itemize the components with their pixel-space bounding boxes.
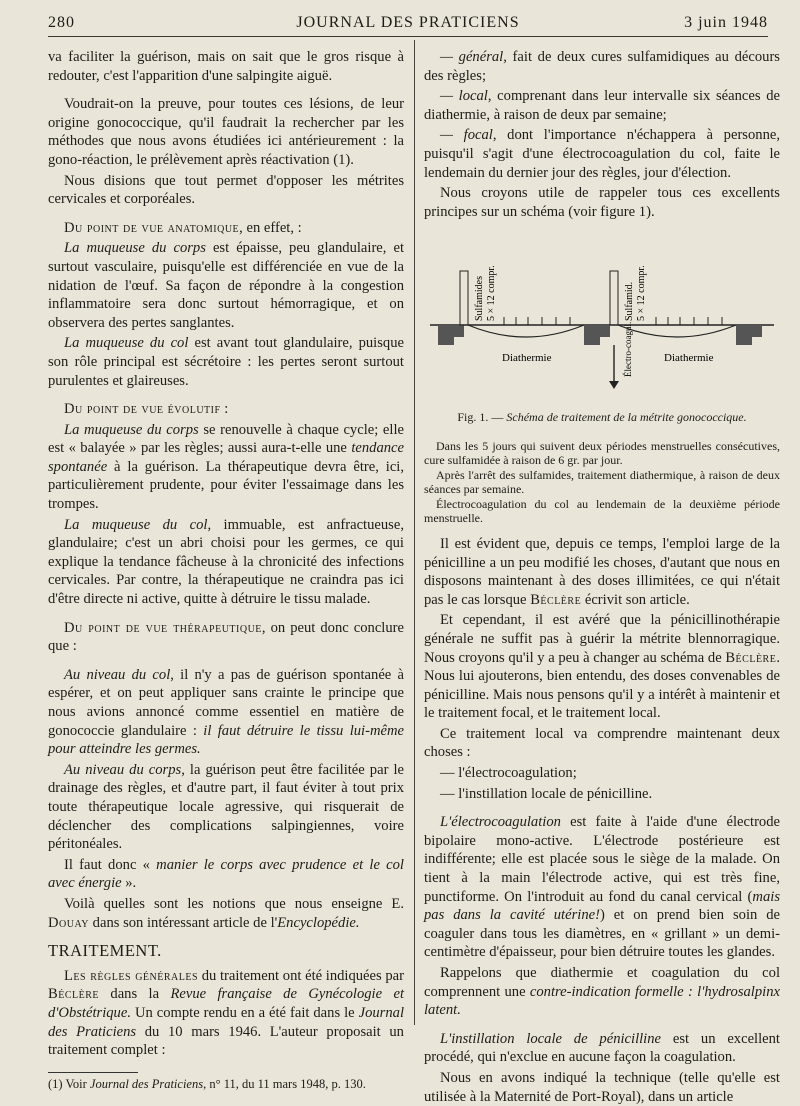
paragraph [424, 48, 780, 85]
text: à la guérison. La thérapeutique devra être, ici, particulièrement prudente, pour éviter l'essaimage dans les trompes. [48, 458, 404, 513]
section-title: TRAITEMENT. [48, 941, 162, 961]
text: Voilà quelles sont les notions que nous enseigne E. [64, 895, 404, 912]
text: , il n'y a pas de guérison spontanée à espérer, et on peut appliquer sans crainte le principe que nous avions annoncé comme essentiel en matière de gonococcie glandulaire : [48, 666, 404, 739]
sulfamide-bar-1 [460, 271, 468, 325]
emphasis: mais pas dans la cavité utérine! [424, 888, 780, 924]
section-lead: Les règles générales [64, 967, 199, 984]
emphasis: Journal des Praticiens [89, 1076, 204, 1091]
figure-caption [424, 408, 780, 427]
emphasis: Au niveau du col [64, 666, 171, 683]
paragraph [48, 761, 404, 854]
paragraph [48, 239, 404, 332]
paragraph [48, 400, 404, 419]
emphasis: La muqueuse du corps [64, 421, 199, 438]
paragraph [424, 535, 780, 609]
emphasis: — focal [440, 127, 493, 144]
text: , n° 11, du 11 mars 1948, p. 130. [203, 1076, 366, 1091]
emphasis: tendance spontanée [48, 440, 404, 475]
period-block-1 [438, 325, 464, 345]
emphasis: Journal des Praticiens [48, 1004, 404, 1040]
text: , en effet, : [239, 219, 302, 236]
text: dans la [99, 986, 171, 1003]
diathermy-label-2: Diathermie [664, 352, 714, 365]
emphasis: L'instillation locale de pénicilline [440, 1030, 662, 1047]
legend-item: Dans les 5 jours qui suivent deux périodes menstruelles consécutives, cure sulfamidée à raison de 6 gr. par jour. [424, 438, 780, 467]
text: ) et on prend bien soin de coaguler dans tous les diamètres, en « grillant » un demi-centimètre d'épaisseur, pour bien détruire toutes les glandes. [424, 907, 780, 961]
diathermy-arc-1 [468, 325, 584, 337]
text: se renouvelle à chaque cycle; elle est « balayée » par les règles; aussi aura-t-elle une [48, 421, 404, 457]
legend-item: Électrocoagulation du col au lendemain de la deuxième période menstruelle. [424, 496, 780, 525]
paragraph: Nous disions que tout permet d'opposer les métrites cervicales et corporéales. [48, 172, 404, 208]
electrocoagulation-arrow [609, 381, 619, 389]
paragraph [424, 87, 780, 124]
paragraph [424, 964, 780, 1020]
sulfamide-dose-2: 5 × 12 compr. [636, 265, 647, 322]
footnote-rule [48, 1072, 138, 1073]
paragraph [48, 219, 404, 238]
text: . Nous lui ajouterons, bien entendu, des doses convenables de pénicilline. Mais nous pensons qu'il y a intérêt à maintenir et le traitement focal, et le traitement local. [424, 649, 780, 722]
treatment-schema-diagram [424, 237, 780, 402]
paragraph [48, 619, 404, 656]
text: Un compte rendu en a été fait dans le [130, 1004, 359, 1021]
emphasis: — local [440, 88, 488, 105]
right-column [424, 48, 780, 1105]
text: , fait de deux cures sulfamidiques au décours des règles; [424, 49, 780, 84]
section-lead: Du point de vue anatomique [64, 219, 240, 236]
diathermy-arc-2 [618, 325, 736, 337]
text: du 10 mars 1946. L'auteur proposait un traitement complet : [48, 1023, 404, 1059]
page-number: 280 [48, 14, 75, 31]
emphasis: La muqueuse du corps [64, 240, 206, 257]
author-name: Douay [48, 914, 90, 931]
text: , comprenant dans leur intervalle six séances de diathermie, à raison de deux par semaine; [424, 88, 780, 123]
author-name: Béclère [48, 986, 100, 1003]
text: est avant tout glandulaire, puisque son rôle principal est sécrétoire : les pertes seront surtout purulentes et glaireuses. [48, 335, 404, 389]
figure-1 [424, 237, 780, 402]
paragraph: Voudrait-on la preuve, pour toutes ces lésions, de leur origine gonococcique, qu'il faudrait la rechercher par les méthodes que nous avons étudiées ici antérieurement : la gono-réaction, le prélèvement après réactivation (1). [48, 96, 404, 168]
paragraph [424, 1030, 780, 1067]
paragraph [424, 126, 780, 182]
paragraph: Nous croyons utile de rappeler tous ces excellents principes sur un schéma (voir figure 1). [424, 185, 780, 220]
paragraph [48, 666, 404, 759]
section-lead: Du point de vue évolutif [64, 401, 221, 418]
sulfamide-bar-2 [610, 271, 618, 325]
paragraph [48, 856, 404, 893]
daily-ticks [504, 317, 722, 325]
sulfamide-dose-1: 5 × 12 compr. [486, 265, 497, 322]
text: du traitement ont été indiquées par [198, 967, 404, 984]
issue-date: 3 juin 1948 [684, 14, 768, 31]
emphasis: Revue française de Gynécologie et d'Obstétrique. [48, 986, 404, 1021]
emphasis: Schéma de traitement de la métrite gonococcique. [506, 410, 747, 425]
text: Et cependant, il est avéré que la pénicillinothérapie générale ne suffit pas à guérir la métrite blennorragique. Nous croyons qu'il y a peu à changer au schéma de [424, 612, 780, 666]
emphasis: Au niveau du corps [64, 761, 182, 778]
journal-title: JOURNAL DES PRATICIENS [296, 14, 520, 31]
legend-item: Après l'arrêt des sulfamides, traitement diathermique, à raison de deux séances par semaine. [424, 467, 780, 496]
footnote [48, 1077, 404, 1092]
author-name: Béclère [530, 591, 582, 608]
text: Rappelons que diathermie et coagulation du col comprennent une [424, 965, 780, 1000]
emphasis: manier le corps avec prudence et le col avec énergie [48, 856, 404, 892]
page-header [48, 10, 768, 37]
diathermy-label-1: Diathermie [502, 352, 552, 365]
text: ». [121, 875, 137, 892]
emphasis: — général [440, 49, 504, 65]
column-divider [414, 40, 415, 1025]
text: écrivit son article. [581, 591, 690, 608]
text: dans son intéressant article de l' [89, 914, 278, 931]
paragraph [48, 895, 404, 932]
paragraph [48, 967, 404, 1060]
emphasis: La muqueuse du col [64, 516, 208, 533]
text: , dont l'importance n'échappera à personne, puisqu'il s'agit d'une électrocoagulation du col, faite le lendemain du dernier jour des règles, jour d'élection. [424, 127, 780, 181]
emphasis: Encyclopédie. [277, 914, 360, 931]
figure-legend [424, 439, 780, 525]
list-item: — l'instillation locale de pénicilline. [440, 785, 653, 802]
electrocoagulation-label: Électro-coagul. [623, 322, 633, 378]
emphasis: contre-indication formelle : l'hydrosalpinx latent. [424, 983, 780, 1019]
paragraph [424, 813, 780, 962]
paragraph [48, 516, 404, 609]
sulfamide-label-1: Sulfamides [474, 276, 485, 322]
section-lead: Du point de vue thérapeutique [64, 619, 262, 636]
paragraph [48, 421, 404, 514]
emphasis: il faut détruire le tissu lui-même pour atteindre les germes. [48, 722, 405, 758]
paragraph [48, 334, 404, 390]
paragraph [424, 611, 780, 723]
paragraph: Ce traitement local va comprendre maintenant deux choses : [424, 725, 780, 761]
text: Fig. 1. — [457, 410, 507, 425]
text: : [220, 401, 229, 418]
period-block-3 [736, 325, 762, 345]
text: Il faut donc « [64, 856, 157, 873]
paragraph: va faciliter la guérison, mais on sait que le gros risque à redouter, c'est l'apparition d'une salpingite aiguë. [48, 49, 404, 84]
list-item: — l'électrocoagulation; [440, 765, 577, 782]
text: , on peut donc conclure que : [48, 619, 404, 655]
text: , immuable, est anfractueuse, glandulaire; c'est un abri choisi pour les germes, ce qui explique la tendance fâcheuse à la chronicité des infections cervicales. Par contre, la thérapeutique ne craindra pas ici d'être directe ni active, quitte à détruire le tissu malade. [48, 516, 404, 608]
emphasis: La muqueuse du col [64, 335, 189, 352]
text: est épaisse, peu glandulaire, et surtout vasculaire, puisqu'elle est différenciée en vue de la nidation de l'œuf. Sa façon de répondre à la congestion inflammatoire sera donc surtout hémorragique, et on observera des pertes sanglantes. [48, 240, 405, 331]
text: Il est évident que, depuis ce temps, l'emploi large de la pénicilline a un peu modifié les choses, d'autant que nous en disposons maintenant à des doses illimitées, ce qui n'était pas le cas lorsque [424, 535, 780, 608]
text: , la guérison peut être facilitée par le drainage des règles, et d'autre part, il faut éviter à tout prix toute thérapeutique locale agressive, qui risquerait de déclencher des complications salpingiennes, voire péritonéales. [48, 761, 404, 853]
sulfamide-label-2: Sulfamid. [624, 282, 635, 322]
text: est faite à l'aide d'une électrode bipolaire mono-active. L'électrode postérieure est indifférente; elle est placée sous le siège de la malade. On tient à la main l'électrode active, qui est très fine, punctiforme. On l'introduit au fond du canal cervical ( [424, 814, 780, 905]
text: (1) Voir [48, 1076, 90, 1091]
period-block-2 [584, 325, 610, 345]
emphasis: L'électrocoagulation [440, 814, 561, 831]
left-column [48, 48, 405, 1091]
paragraph: Nous en avons indiqué la technique (telle qu'elle est utilisée à la Maternité de Port-Royal), dans un article [424, 1069, 780, 1105]
author-name: Béclère [725, 649, 777, 666]
text: est un excellent procédé, qui n'exclue en aucune façon la coagulation. [424, 1030, 780, 1066]
